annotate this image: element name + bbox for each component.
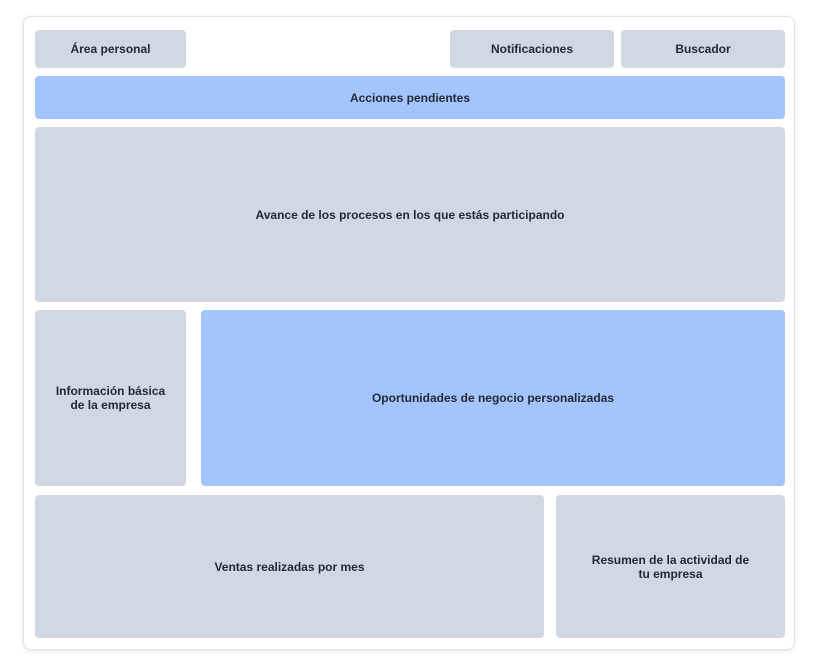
activity-summary-label: Resumen de la actividad de tu empresa [591,552,750,581]
pending-actions-section[interactable] [35,76,785,119]
monthly-sales-label: Ventas realizadas por mes [214,559,365,574]
notifications-button[interactable] [450,30,614,68]
process-progress-label: Avance de los procesos en los que estás participando [255,207,565,222]
activity-summary-section[interactable] [556,495,785,638]
business-opportunities-section[interactable] [201,310,785,486]
search-label: Buscador [675,42,731,56]
business-opportunities-label: Oportunidades de negocio personalizadas [371,391,615,405]
company-basic-info-section[interactable] [35,310,186,486]
pending-actions-label: Acciones pendientes [349,90,471,105]
search-button[interactable] [621,30,785,68]
personal-area-label: Área personal [70,42,151,56]
notifications-label: Notificaciones [490,42,574,56]
company-basic-info-label: Información básica de la empresa [55,384,166,412]
monthly-sales-section[interactable] [35,495,544,638]
process-progress-section[interactable] [35,127,785,302]
personal-area-button[interactable] [35,30,186,68]
